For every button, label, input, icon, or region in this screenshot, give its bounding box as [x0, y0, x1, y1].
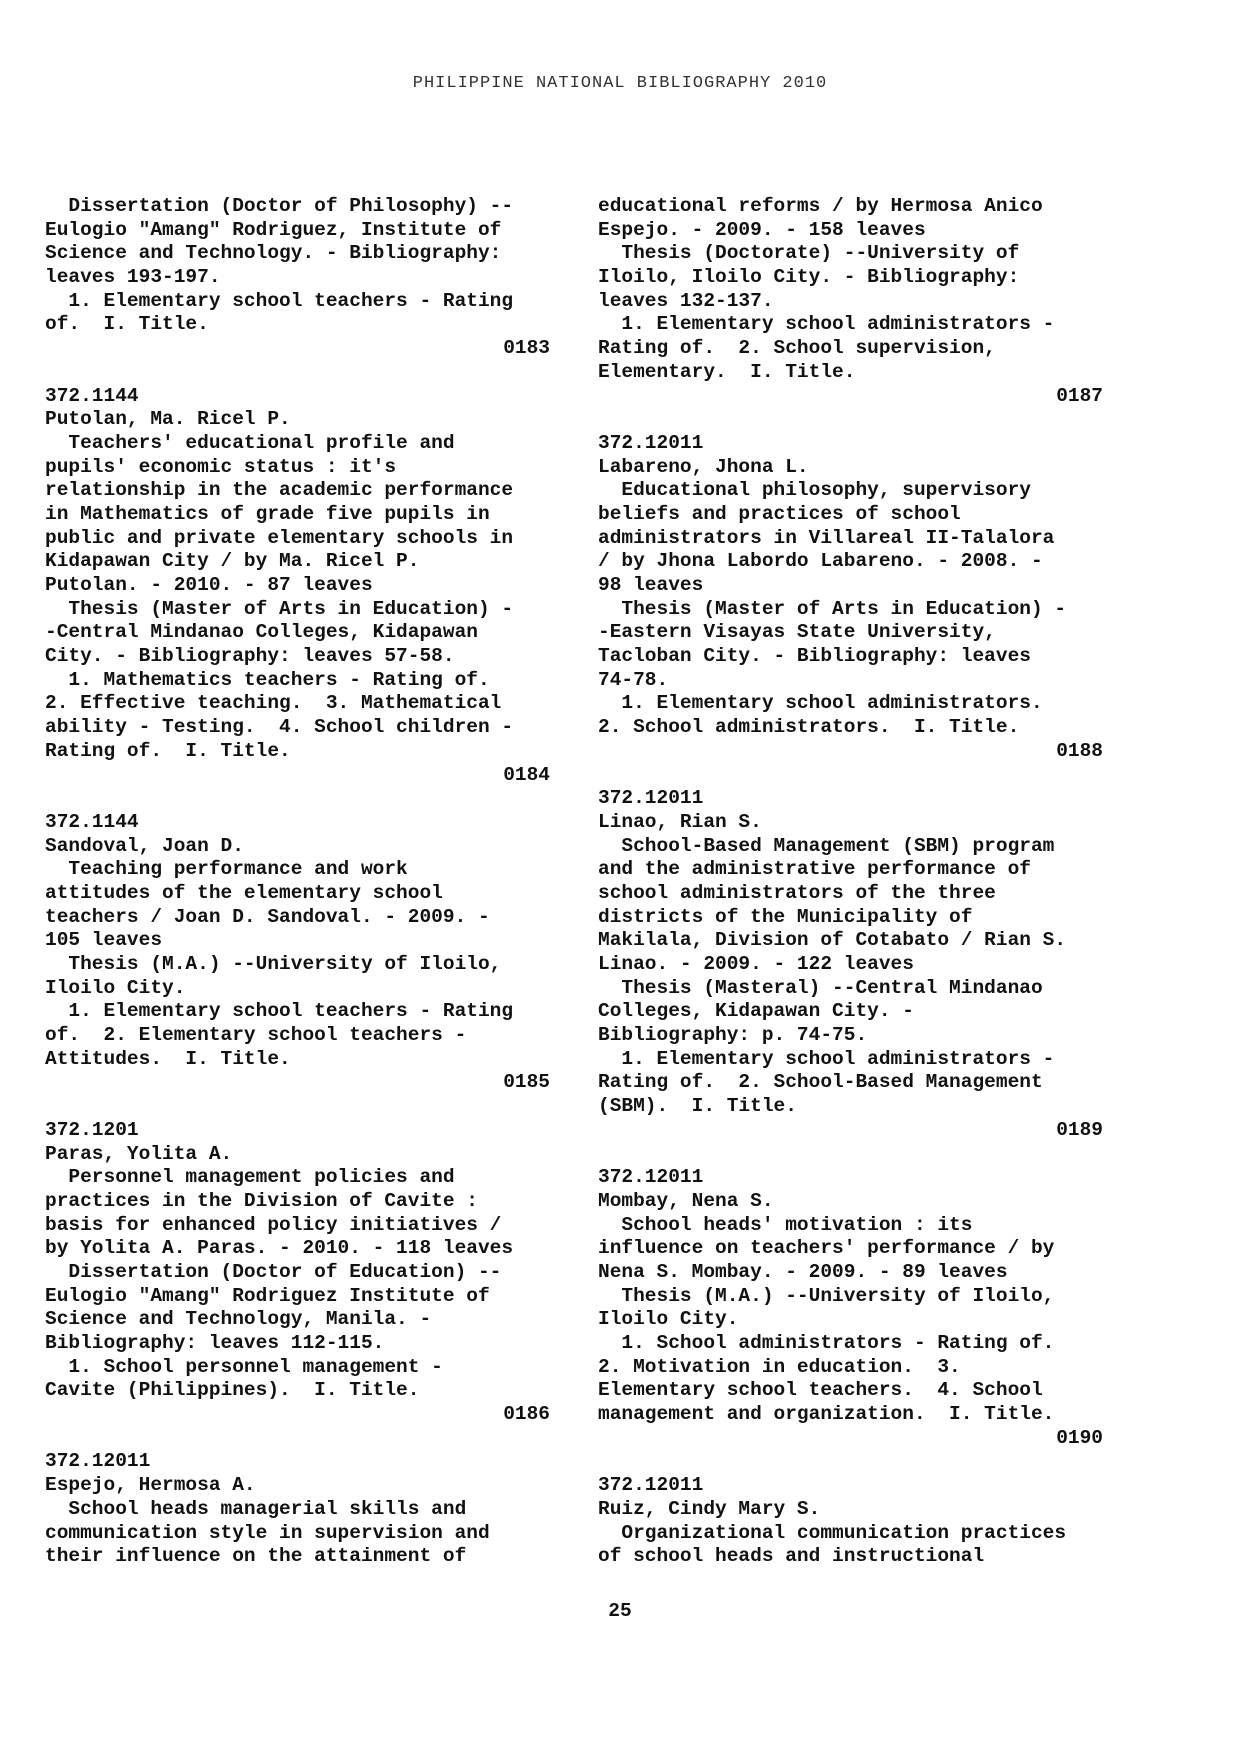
text-line — [45, 787, 550, 811]
entry-number: 0186 — [503, 1403, 550, 1426]
text-line: 372.1201 — [45, 1118, 139, 1141]
text-line: 1. Elementary school administrators - — [598, 1047, 1055, 1070]
text-line: their influence on the attainment of — [45, 1545, 467, 1568]
text-line: Rating of. 2. School supervision, — [598, 337, 996, 360]
text-line: Kidapawan City / by Ma. Ricel P. — [45, 550, 420, 573]
text-line: public and private elementary schools in — [45, 526, 514, 549]
text-line: Thesis (M.A.) --University of Iloilo, — [45, 953, 502, 975]
text-line: educational reforms / by Hermosa Anico — [598, 195, 1043, 217]
text-line: -Central Mindanao Colleges, Kidapawan — [45, 621, 478, 644]
text-line: 372.12011 — [45, 1450, 151, 1473]
text-line: school administrators of the three — [598, 881, 996, 904]
text-line: Iloilo, Iloilo City. - Bibliography: — [598, 266, 1020, 289]
text-line: 372.1144 — [45, 810, 139, 833]
text-line: 2. Effective teaching. 3. Mathematical — [45, 692, 502, 715]
text-line: Rating of. 2. School-Based Management — [598, 1071, 1043, 1094]
text-line: Iloilo City. — [598, 1308, 739, 1331]
text-line: Eulogio "Amang" Rodriguez, Institute of — [45, 218, 502, 241]
text-line: in Mathematics of grade five pupils in — [45, 502, 490, 525]
text-line: City. - Bibliography: leaves 57-58. — [45, 645, 455, 668]
text-line: 1. School personnel management - — [45, 1355, 443, 1378]
entry-number: 0184 — [503, 763, 550, 786]
text-line: Labareno, Jhona L. — [598, 455, 809, 478]
text-line: Eulogio "Amang" Rodriguez Institute of — [45, 1284, 490, 1307]
text-line: Makilala, Division of Cotabato / Rian S. — [598, 929, 1067, 952]
text-line — [598, 1143, 1103, 1167]
entry-number: 0188 — [1056, 739, 1103, 762]
text-line: Tacloban City. - Bibliography: leaves — [598, 645, 1031, 668]
text-line: Iloilo City. — [45, 976, 186, 999]
text-line: 372.1144 — [45, 384, 139, 407]
text-line: administrators in Villareal II-Talalora — [598, 526, 1055, 549]
text-line: Thesis (M.A.) --University of Iloilo, — [598, 1284, 1055, 1307]
text-line: Personnel management policies and — [45, 1166, 455, 1189]
entry-number: 0185 — [503, 1071, 550, 1094]
text-line: 74-78. — [598, 668, 669, 691]
text-line: Putolan. - 2010. - 87 leaves — [45, 574, 373, 596]
text-line: leaves 132-137. — [598, 289, 774, 312]
text-line: School heads managerial skills and — [45, 1497, 467, 1520]
text-line — [45, 1427, 550, 1451]
text-line: (SBM). I. Title. — [598, 1095, 797, 1118]
text-line: -Eastern Visayas State University, — [598, 621, 996, 644]
text-line: Teachers' educational profile and — [45, 431, 455, 454]
page-header: PHILIPPINE NATIONAL BIBLIOGRAPHY 2010 — [412, 74, 828, 93]
right-column — [598, 195, 1103, 1569]
text-line: Colleges, Kidapawan City. - — [598, 1000, 914, 1023]
text-line: 372.12011 — [598, 1474, 704, 1497]
text-line: Thesis (Masteral) --Central Mindanao — [598, 976, 1043, 999]
text-line: Bibliography: p. 74-75. — [598, 1024, 868, 1047]
text-line: districts of the Municipality of — [598, 905, 973, 928]
text-line: Bibliography: leaves 112-115. — [45, 1332, 385, 1354]
text-line: Science and Technology, Manila. - — [45, 1308, 432, 1331]
text-line: 2. School administrators. I. Title. — [598, 716, 1020, 739]
text-line: Rating of. I. Title. — [45, 739, 291, 762]
text-line: 372.12011 — [598, 1166, 704, 1189]
text-line: basis for enhanced policy initiatives / — [45, 1213, 502, 1236]
text-line: Putolan, Ma. Ricel P. — [45, 408, 291, 431]
text-line: of. I. Title. — [45, 313, 209, 336]
text-line: Mombay, Nena S. — [598, 1189, 774, 1212]
text-line: practices in the Division of Cavite : — [45, 1189, 478, 1212]
text-line: Science and Technology. - Bibliography: — [45, 242, 502, 265]
text-line: 1. School administrators - Rating of. — [598, 1332, 1055, 1354]
text-line: Educational philosophy, supervisory — [598, 479, 1031, 502]
text-line: 105 leaves — [45, 929, 163, 952]
text-line: relationship in the academic performance — [45, 479, 514, 502]
text-line: 1. Elementary school administrators. — [598, 692, 1043, 715]
text-line: Attitudes. I. Title. — [45, 1047, 291, 1070]
text-line: Elementary. I. Title. — [598, 360, 856, 383]
text-line — [45, 361, 550, 385]
text-line: School heads' motivation : its — [598, 1213, 973, 1236]
text-line: School-Based Management (SBM) program — [598, 834, 1055, 857]
text-line: Linao. - 2009. - 122 leaves — [598, 953, 914, 975]
text-line: ability - Testing. 4. School children - — [45, 716, 514, 739]
text-line: Teaching performance and work — [45, 858, 408, 881]
text-line: 1. Elementary school administrators - — [598, 313, 1055, 336]
text-line: Espejo. - 2009. - 158 leaves — [598, 218, 926, 241]
entry-number: 0189 — [1056, 1118, 1103, 1141]
text-line — [598, 408, 1103, 432]
text-line: Thesis (Master of Arts in Education) - — [45, 597, 514, 620]
entry-number: 0190 — [1056, 1426, 1103, 1449]
text-line — [598, 1450, 1103, 1474]
text-line: Elementary school teachers. 4. School — [598, 1379, 1043, 1402]
text-line: management and organization. I. Title. — [598, 1403, 1055, 1426]
text-line: Sandoval, Joan D. — [45, 834, 244, 857]
text-line — [598, 764, 1103, 788]
text-line: teachers / Joan D. Sandoval. - 2009. - — [45, 905, 490, 928]
text-line: 372.12011 — [598, 787, 704, 810]
text-line: Dissertation (Doctor of Education) -- — [45, 1260, 502, 1283]
text-line: 98 leaves — [598, 574, 704, 596]
text-line: Paras, Yolita A. — [45, 1142, 233, 1165]
text-line: leaves 193-197. — [45, 266, 221, 289]
text-line: and the administrative performance of — [598, 858, 1031, 881]
left-column — [45, 195, 550, 1569]
page-number: 25 — [608, 1600, 632, 1622]
text-line: Dissertation (Doctor of Philosophy) -- — [45, 195, 514, 217]
text-line: Ruiz, Cindy Mary S. — [598, 1497, 821, 1520]
text-line: influence on teachers' performance / by — [598, 1237, 1055, 1260]
text-line: of school heads and instructional — [598, 1545, 985, 1568]
text-line: 372.12011 — [598, 431, 704, 454]
entry-number: 0187 — [1056, 384, 1103, 407]
text-line — [45, 1095, 550, 1119]
text-line: Nena S. Mombay. - 2009. - 89 leaves — [598, 1260, 1008, 1283]
text-line: beliefs and practices of school — [598, 502, 961, 525]
text-line: 1. Elementary school teachers - Rating — [45, 289, 514, 312]
text-line: pupils' economic status : it's — [45, 455, 397, 478]
entry-number: 0183 — [503, 337, 550, 360]
text-line: Linao, Rian S. — [598, 810, 762, 833]
text-line: 1. Elementary school teachers - Rating — [45, 1000, 514, 1023]
text-line: communication style in supervision and — [45, 1521, 490, 1544]
text-line: Thesis (Doctorate) --University of — [598, 242, 1020, 265]
text-line: Organizational communication practices — [598, 1521, 1067, 1544]
text-line: / by Jhona Labordo Labareno. - 2008. - — [598, 550, 1043, 573]
text-line: by Yolita A. Paras. - 2010. - 118 leaves — [45, 1237, 514, 1260]
text-line: Espejo, Hermosa A. — [45, 1474, 256, 1497]
text-line: of. 2. Elementary school teachers - — [45, 1024, 467, 1047]
text-line: 2. Motivation in education. 3. — [598, 1355, 961, 1378]
text-line: attitudes of the elementary school — [45, 881, 443, 904]
text-line: Thesis (Master of Arts in Education) - — [598, 597, 1067, 620]
text-line: 1. Mathematics teachers - Rating of. — [45, 668, 490, 691]
text-line: Cavite (Philippines). I. Title. — [45, 1379, 420, 1402]
